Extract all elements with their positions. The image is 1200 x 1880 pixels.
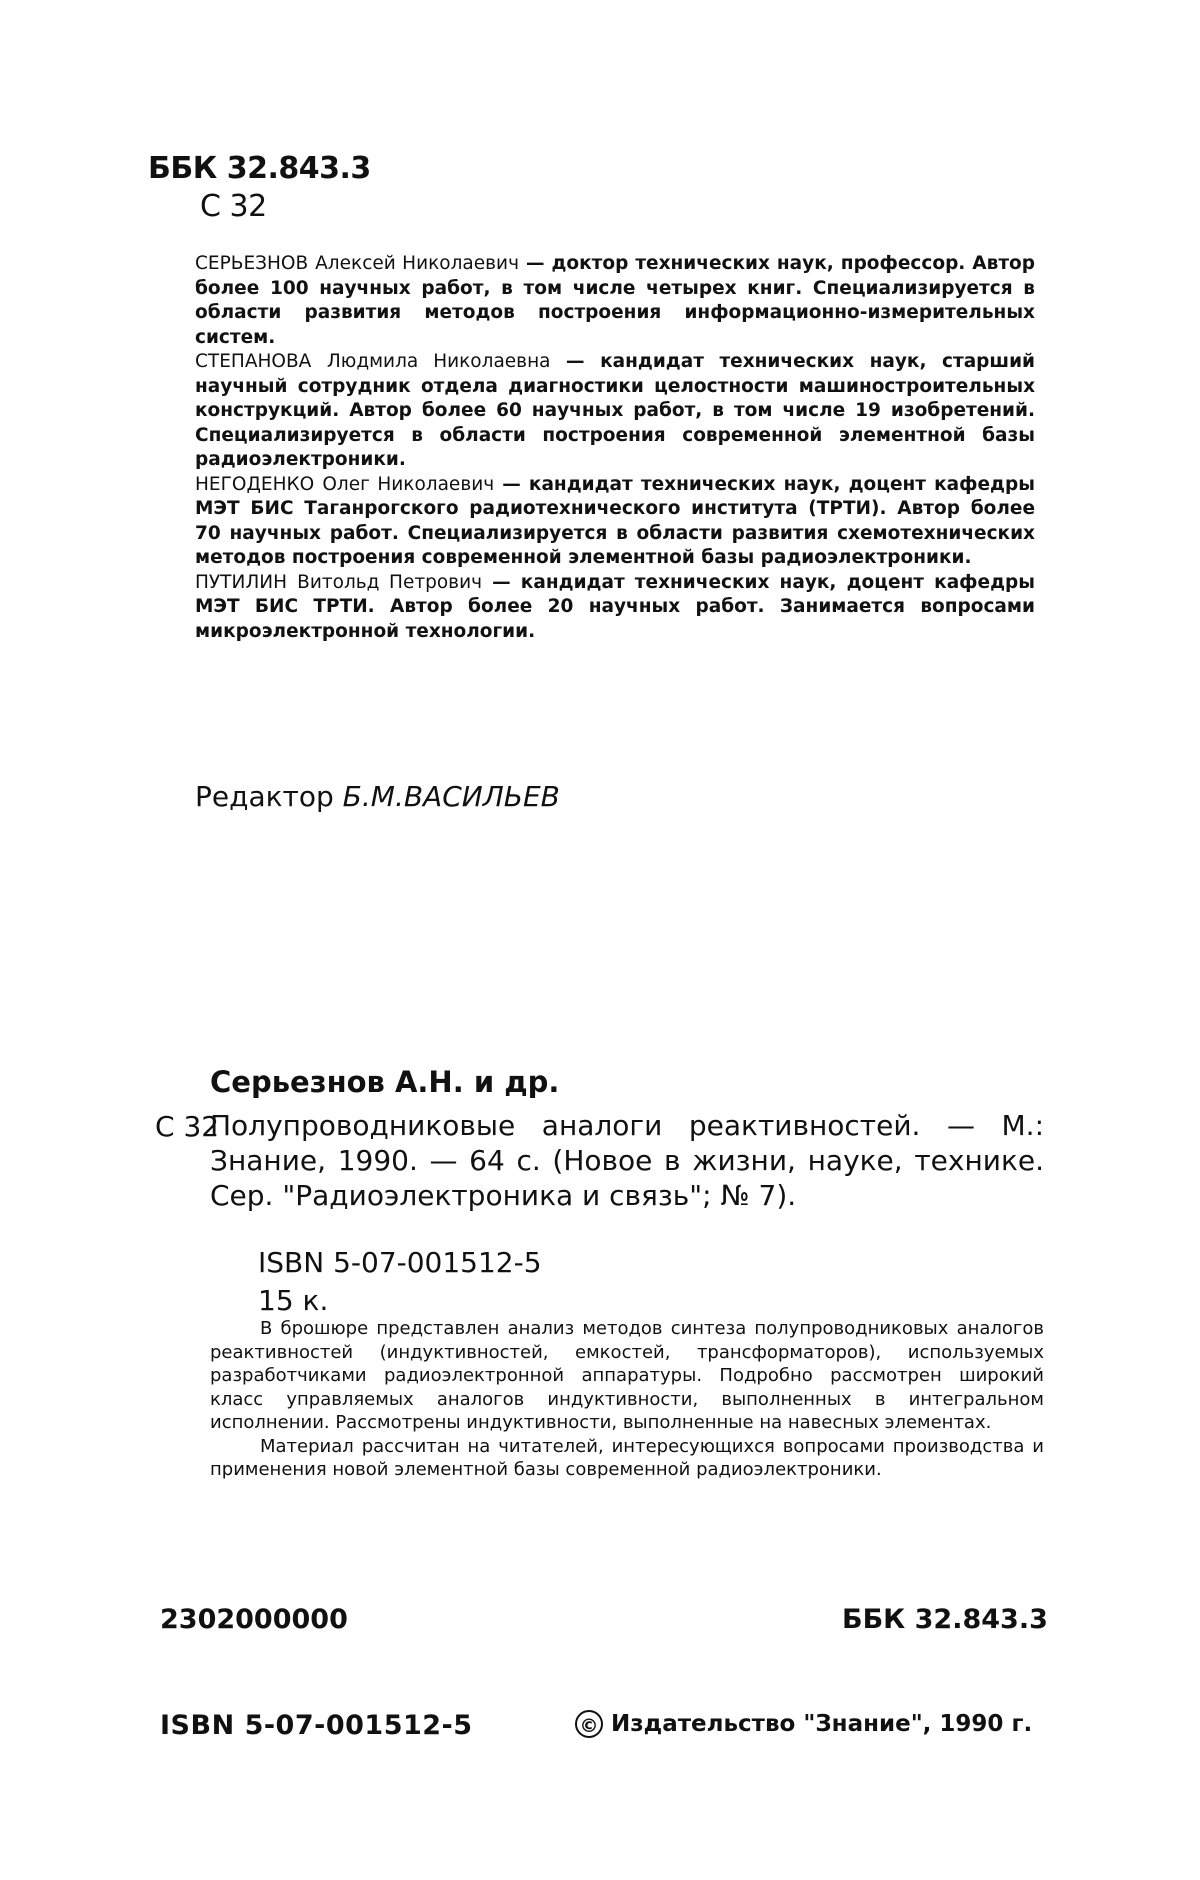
author-surname: ПУТИЛИН: [195, 571, 287, 593]
copyright-line: [575, 1710, 1032, 1738]
bibliographic-code: С 32: [155, 1110, 220, 1143]
bibliographic-isbn: ISBN 5-07-001512-5: [258, 1246, 542, 1279]
bibliographic-heading: Серьезнов А.Н. и др.: [210, 1065, 560, 1099]
author-surname: НЕГОДЕНКО: [195, 473, 315, 495]
isbn-footer: ISBN 5-07-001512-5: [160, 1710, 473, 1741]
author-given-name: Людмила Николаевна: [326, 351, 551, 372]
abstract: [210, 1317, 1044, 1482]
editor-line: [195, 780, 560, 813]
author-bio: — кандидат технических наук, доцент кафедры МЭТ БИС ТРТИ. Автор более 20 научных работ. Занимается вопросами микроэлектронной технологии.: [195, 571, 1035, 642]
author-bio: — кандидат технических наук, доцент кафедры МЭТ БИС Таганрогского радиотехнического института (ТРТИ). Автор более 70 научных работ. Специализируется в области развития схемотехнических методов построения современной элементной базы радиоэлектроники.: [195, 473, 1035, 568]
bbk-index: ББК 32.843.3: [148, 151, 371, 186]
bbk-header: [148, 150, 371, 226]
author-given-name: Витольд Петрович: [297, 571, 483, 593]
price: 15 к.: [258, 1284, 329, 1317]
description-text: Полупроводниковые аналоги реактивностей. — М.: Знание, 1990. — 64 с. (Новое в жизни, науке, технике. Сер. "Радиоэлектроника и связь"; № 7).: [210, 1109, 1044, 1212]
bibliographic-description: [210, 1108, 1044, 1213]
author-surname: СТЕПАНОВА: [195, 351, 312, 372]
bbk-footer: ББК 32.843.3: [842, 1604, 1048, 1635]
author-entry: [195, 571, 1035, 645]
copyright-text: Издательство "Знание", 1990 г.: [611, 1711, 1033, 1737]
author-surname: СЕРЬЕЗНОВ: [195, 253, 309, 274]
copyright-icon: ©: [575, 1710, 603, 1738]
abstract-paragraph: В брошюре представлен анализ методов синтеза полупроводниковых аналогов реактивностей (индуктивностей, емкостей, трансформаторов), используемых разработчиками радиоэлектронной аппаратуры. Подробно рассмотрен широкий класс управляемых аналогов индуктивности, выполненных в интегральном исполнении. Рассмотрены индуктивности, выполненные на навесных элементах.: [210, 1318, 1044, 1433]
author-entry: [195, 350, 1035, 473]
author-given-name: Олег Николаевич: [322, 473, 495, 495]
author-entry: [195, 473, 1035, 571]
author-bio: — доктор технических наук, профессор. Автор более 100 научных работ, в том числе четырех книг. Специализируется в области развития методов построения информационно-измерительных систем.: [195, 253, 1036, 348]
editor-label: Редактор: [195, 780, 334, 813]
author-mark: С 32: [200, 189, 267, 224]
abstract-paragraph: Материал рассчитан на читателей, интересующихся вопросами производства и применения новой элементной базы современной радиоэлектроники.: [210, 1435, 1044, 1480]
editor-name: Б.М.ВАСИЛЬЕВ: [342, 780, 560, 813]
catalog-code: 2302000000: [160, 1604, 348, 1635]
author-entry: [195, 252, 1035, 350]
authors-section: [195, 252, 1035, 644]
author-bio: — кандидат технических наук, старший научный сотрудник отдела диагностики целостности машиностроительных конструкций. Автор более 60 научных работ, в том числе 19 изобретений. Специализируется в области построения современной элементной базы радиоэлектроники.: [195, 351, 1035, 470]
author-given-name: Алексей Николаевич: [315, 253, 520, 274]
